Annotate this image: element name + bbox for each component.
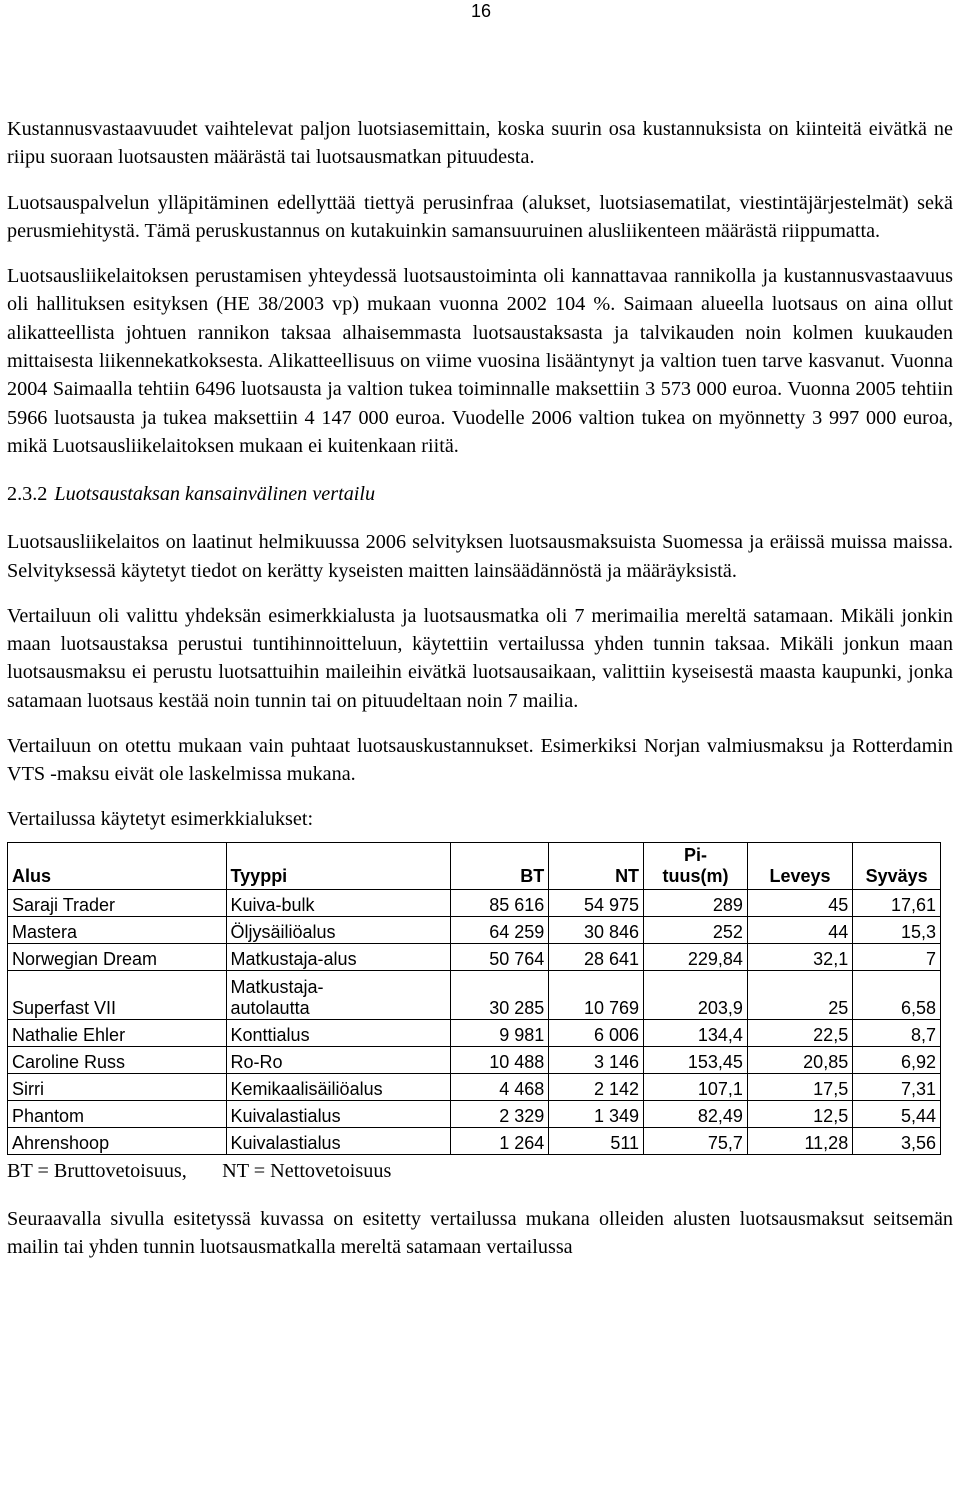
cell-leveys: 45 (747, 889, 852, 916)
cell-alus: Sirri (8, 1073, 227, 1100)
header-syvays: Syväys (853, 842, 941, 889)
cell-leveys: 32,1 (747, 943, 852, 970)
cell-nt: 10 769 (549, 970, 644, 1019)
legend-bt: BT = Bruttovetoisuus, (7, 1159, 187, 1182)
cell-nt: 511 (549, 1127, 644, 1154)
table-row (8, 1019, 941, 1046)
cell-bt: 50 764 (450, 943, 549, 970)
cell-bt: 9 981 (450, 1019, 549, 1046)
table-row (8, 1046, 941, 1073)
cell-tyyppi-line1: Matkustaja- (230, 976, 324, 997)
cell-pituus: 153,45 (644, 1046, 748, 1073)
page-number: 16 (470, 1, 492, 21)
cell-tyyppi: Kuiva-bulk (226, 889, 450, 916)
cell-syvays: 7,31 (853, 1073, 941, 1100)
table-row (8, 1127, 941, 1154)
table-row (8, 916, 941, 943)
cell-pituus: 289 (644, 889, 748, 916)
table-header-row (8, 842, 941, 889)
cell-nt: 2 142 (549, 1073, 644, 1100)
cell-pituus: 107,1 (644, 1073, 748, 1100)
cell-syvays: 6,92 (853, 1046, 941, 1073)
cell-alus: Phantom (8, 1100, 227, 1127)
table-row (8, 1073, 941, 1100)
table-row (8, 889, 941, 916)
vessel-table (7, 842, 941, 1155)
cell-syvays: 17,61 (853, 889, 941, 916)
cell-alus: Superfast VII (8, 970, 227, 1019)
paragraph-pure-costs: Vertailuun on otettu mukaan vain puhtaat luotsauskustannukset. Esimerkiksi Norjan valmiusmaksu ja Rotterdamin VTS -maksu eivät ole laskelmissa mukana. (7, 735, 953, 786)
cell-alus: Norwegian Dream (8, 943, 227, 970)
cell-bt: 2 329 (450, 1100, 549, 1127)
table-row (8, 970, 941, 1019)
header-nt: NT (549, 842, 644, 889)
cell-syvays: 5,44 (853, 1100, 941, 1127)
header-pituus-line2: tuus(m) (662, 865, 729, 886)
cell-pituus: 229,84 (644, 943, 748, 970)
cell-tyyppi: Kuivalastialus (226, 1127, 450, 1154)
header-alus: Alus (8, 842, 227, 889)
cell-leveys: 25 (747, 970, 852, 1019)
cell-alus: Nathalie Ehler (8, 1019, 227, 1046)
cell-pituus: 75,7 (644, 1127, 748, 1154)
cell-nt: 3 146 (549, 1046, 644, 1073)
cell-tyyppi: Ro-Ro (226, 1046, 450, 1073)
cell-alus: Ahrenshoop (8, 1127, 227, 1154)
cell-leveys: 20,85 (747, 1046, 852, 1073)
cell-bt: 10 488 (450, 1046, 549, 1073)
header-pituus (644, 842, 748, 889)
paragraph-cost-coverage: Kustannusvastaavuudet vaihtelevat paljon luotsiasemittain, koska suurin osa kustannuksista on kiinteitä eivätkä ne riipu suoraan luotsausten määrästä tai luotsausmatkan pituudesta. (7, 118, 953, 169)
cell-alus: Saraji Trader (8, 889, 227, 916)
cell-leveys: 44 (747, 916, 852, 943)
cell-pituus: 203,9 (644, 970, 748, 1019)
cell-nt: 30 846 (549, 916, 644, 943)
paragraph-next-page: Seuraavalla sivulla esitetyssä kuvassa on esitetty vertailussa mukana olleiden alusten luotsausmaksut seitsemän mailin tai yhden tunnin luotsausmatkalla mereltä satamaan vertailussa (7, 1207, 953, 1258)
cell-leveys: 11,28 (747, 1127, 852, 1154)
section-title: Luotsaustaksan kansainvälinen vertailu (54, 483, 376, 506)
cell-tyyppi-line2: autolautta (230, 997, 310, 1018)
header-bt: BT (450, 842, 549, 889)
cell-alus: Caroline Russ (8, 1046, 227, 1073)
paragraph-comparison-method: Vertailuun oli valittu yhdeksän esimerkkialusta ja luotsausmatka oli 7 merimailia mereltä satamaan. Mikäli jonkin maan luotsaustaksa perustui tuntihinnoitteluun, käytettiin vertailussa yhden tunnin taksaa. Mikäli jonkun maan luotsausmaksu ei perustu luotsattuihin maileihin eivätkä luotsausaikaan, valittiin kyseisestä maasta kaupunki, jonka satamaan luotsaus kestää noin tunnin tai on pituudeltaan noin 7 mailia. (7, 604, 953, 712)
header-tyyppi: Tyyppi (226, 842, 450, 889)
paragraph-survey: Luotsausliikelaitos on laatinut helmikuussa 2006 selvityksen luotsausmaksuista Suomessa ja eräissä muissa maissa. Selvityksessä käytetyt tiedot on kerätty kyseisten maitten lainsäädännöstä ja määräyksistä. (7, 531, 953, 582)
cell-bt: 85 616 (450, 889, 549, 916)
cell-tyyppi: Kemikaalisäiliöalus (226, 1073, 450, 1100)
section-heading (7, 480, 953, 508)
table-caption: Vertailussa käytetyt esimerkkialukset: (7, 807, 314, 830)
header-leveys: Leveys (747, 842, 852, 889)
cell-bt: 1 264 (450, 1127, 549, 1154)
cell-tyyppi: Kuivalastialus (226, 1100, 450, 1127)
paragraph-saimaa-support: Luotsausliikelaitoksen perustamisen yhteydessä luotsaustoiminta oli kannattavaa rannikolla ja kustannusvastaavuus oli hallituksen esityksen (HE 38/2003 vp) mukaan vuonna 2002 104 %. Saimaan alueella luotsaus on aina ollut alikatteellista johtuen rannikon taksaa alhaisemmasta luotsaustaksasta ja talvikauden noin kolmen kuukauden mittaisesta liikennekatkoksesta. Alikatteellisuus on viime vuosina lisääntynyt ja valtion tuen tarve kasvanut. Vuonna 2004 Saimaalla tehtiin 6496 luotsausta ja valtion tukea toiminnalle maksettiin 3 573 000 euroa. Vuonna 2005 tehtiin 5966 luotsausta ja tukea maksettiin 4 147 000 euroa. Vuodelle 2006 valtion tukea on myönnetty 3 997 000 euroa, mikä Luotsausliikelaitoksen mukaan ei kuitenkaan riitä. (7, 265, 953, 457)
section-number: 2.3.2 (7, 483, 48, 506)
table-row (8, 943, 941, 970)
cell-tyyppi: Konttialus (226, 1019, 450, 1046)
table-row (8, 1100, 941, 1127)
header-pituus-line1: Pi- (683, 844, 707, 865)
cell-alus: Mastera (8, 916, 227, 943)
legend-nt: NT = Nettovetoisuus (222, 1159, 392, 1182)
cell-bt: 64 259 (450, 916, 549, 943)
cell-nt: 6 006 (549, 1019, 644, 1046)
cell-pituus: 252 (644, 916, 748, 943)
cell-tyyppi: Matkustaja-alus (226, 943, 450, 970)
cell-tyyppi (226, 970, 450, 1019)
cell-syvays: 8,7 (853, 1019, 941, 1046)
cell-syvays: 7 (853, 943, 941, 970)
cell-nt: 28 641 (549, 943, 644, 970)
cell-pituus: 82,49 (644, 1100, 748, 1127)
cell-leveys: 22,5 (747, 1019, 852, 1046)
cell-syvays: 3,56 (853, 1127, 941, 1154)
document-body (7, 115, 953, 1261)
cell-leveys: 17,5 (747, 1073, 852, 1100)
cell-leveys: 12,5 (747, 1100, 852, 1127)
cell-bt: 30 285 (450, 970, 549, 1019)
cell-nt: 54 975 (549, 889, 644, 916)
cell-pituus: 134,4 (644, 1019, 748, 1046)
cell-bt: 4 468 (450, 1073, 549, 1100)
cell-tyyppi: Öljysäiliöalus (226, 916, 450, 943)
cell-syvays: 15,3 (853, 916, 941, 943)
table-legend (7, 1157, 953, 1185)
cell-syvays: 6,58 (853, 970, 941, 1019)
cell-nt: 1 349 (549, 1100, 644, 1127)
paragraph-infrastructure: Luotsauspalvelun ylläpitäminen edellyttää tiettyä perusinfraa (alukset, luotsiasematilat, viestintäjärjestelmät) sekä perusmiehitystä. Tämä peruskustannus on kutakuinkin samansuuruinen alusliikenteen määrästä riippumatta. (7, 191, 953, 242)
